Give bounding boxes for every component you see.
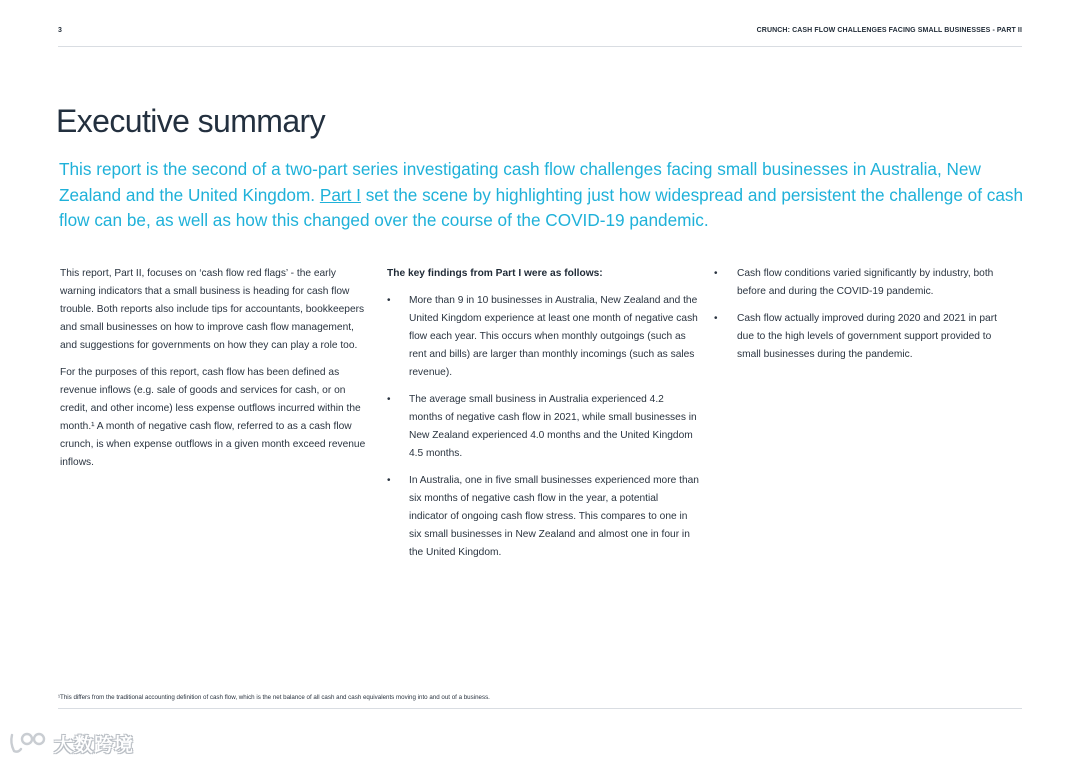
list-item (387, 391, 699, 463)
running-title: CRUNCH: CASH FLOW CHALLENGES FACING SMALL BUSINESSES - PART II (756, 27, 1022, 34)
list-item (387, 472, 699, 562)
part-i-link[interactable]: Part I (319, 184, 361, 205)
list-item-text: The average small business in Australia experienced 4.2 months of negative cash flow in 2021, while small businesses in New Zealand experienced 4.0 months and the United Kingdom 4.5 months. (409, 394, 697, 459)
page-header (58, 27, 1022, 47)
key-findings-heading: The key findings from Part I were as follows: (387, 268, 603, 279)
list-item (387, 292, 699, 382)
list-item-text: In Australia, one in five small businesses experienced more than six months of negative cash flow in the year, a potential indicator of ongoing cash flow stress. This compares to one in six small businesses in New Zealand and almost one in four in the United Kingdom. (409, 475, 699, 558)
column-intro (60, 265, 366, 481)
page-number: 3 (58, 27, 62, 34)
list-item-text: Cash flow conditions varied significantly by industry, both before and during the COVID-19 pandemic. (737, 268, 994, 297)
lead-text-start: This report is the second of a two-part series investigating cash flow challenges facing small businesses in Australia, New Zealand and the United Kingdom. (59, 159, 981, 205)
list-item-text: Cash flow actually improved during 2020 and 2021 in part due to the high levels of government support provided to small businesses during the pandemic. (737, 313, 997, 360)
bullet-icon: • (387, 295, 391, 306)
column-key-findings-continued (714, 265, 1014, 373)
watermark-logo-icon (8, 731, 48, 755)
list-item (714, 265, 1014, 301)
key-findings-list (387, 292, 699, 562)
lead-text-end: set the scene by highlighting just how widespread and persistent the challenge of cash flow can be, as well as how this changed over the course of the COVID-19 pandemic. (59, 184, 1024, 230)
footnote: ¹This differs from the traditional accounting definition of cash flow, which is the net balance of all cash and cash equivalents moving into and out of a business. (58, 694, 1022, 709)
bullet-icon: • (714, 313, 718, 324)
definition-paragraph: For the purposes of this report, cash flow has been defined as revenue inflows (e.g. sale of goods and services for cash, or on credit, and other income) less expense outflows incurred within the month.¹ A month of negative cash flow, referred to as a cash flow crunch, is when expense outflows in a given month exceed revenue inflows. (60, 367, 366, 468)
watermark (8, 728, 134, 758)
column-key-findings (387, 265, 699, 571)
list-item (714, 310, 1014, 364)
lead-paragraph (59, 157, 1029, 234)
watermark-text: 大数跨境 (54, 733, 135, 756)
bullet-icon: • (387, 475, 391, 486)
page-title: Executive summary (56, 103, 325, 139)
list-item-text: More than 9 in 10 businesses in Australia, New Zealand and the United Kingdom experience at least one month of negative cash flow each year. This occurs when monthly outgoings (such as rent and bills) are larger than monthly incomings (such as sales revenue). (409, 295, 698, 378)
key-findings-list-continued (714, 265, 1014, 364)
intro-paragraph: This report, Part II, focuses on ‘cash flow red flags’ - the early warning indicators that a small business is heading for cash flow trouble. Both reports also include tips for accountants, bookkeepers and small businesses on how to improve cash flow management, and suggestions for governments on how they can play a role too. (60, 268, 365, 351)
bullet-icon: • (387, 394, 391, 405)
bullet-icon: • (714, 268, 718, 279)
